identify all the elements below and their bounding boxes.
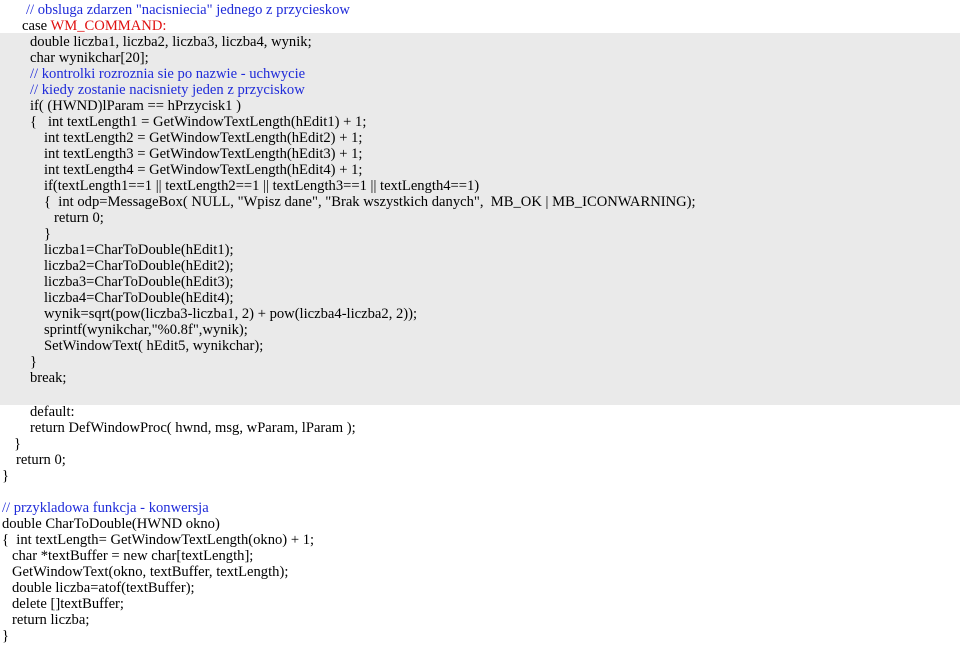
code-line: int textLength3 = GetWindowTextLength(hEdit3) + 1; <box>44 146 363 162</box>
code-line: wynik=sqrt(pow(liczba3-liczba1, 2) + pow(liczba4-liczba2, 2)); <box>44 306 418 322</box>
code-line: { int textLength= GetWindowTextLength(okno) + 1; <box>2 532 315 548</box>
code-line: } <box>2 468 10 484</box>
code-line: if(textLength1==1 || textLength2==1 || textLength3==1 || textLength4==1) <box>44 178 480 194</box>
code-comment-line: // obsluga zdarzen "nacisniecia" jednego z przycieskow <box>26 2 350 18</box>
case-label: WM_COMMAND <box>50 18 163 34</box>
code-line: double liczba=atof(textBuffer); <box>12 580 195 596</box>
code-line: liczba2=CharToDouble(hEdit2); <box>44 258 234 274</box>
code-line: return 0; <box>54 210 104 226</box>
code-line: liczba3=CharToDouble(hEdit3); <box>44 274 234 290</box>
code-line: int textLength4 = GetWindowTextLength(hEdit4) + 1; <box>44 162 363 178</box>
code-line: double CharToDouble(HWND okno) <box>2 516 220 532</box>
code-comment-line: // kontrolki rozroznia sie po nazwie - uchwycie <box>30 66 306 82</box>
code-line: int textLength2 = GetWindowTextLength(hEdit2) + 1; <box>44 130 363 146</box>
code-line: liczba1=CharToDouble(hEdit1); <box>44 242 234 258</box>
code-line: sprintf(wynikchar,"%0.8f",wynik); <box>44 322 248 338</box>
code-line: } <box>14 436 22 452</box>
code-line <box>22 18 166 34</box>
code-line: double liczba1, liczba2, liczba3, liczba4, wynik; <box>30 34 312 50</box>
code-line: if( (HWND)lParam == hPrzycisk1 ) <box>30 98 241 114</box>
code-line: return 0; <box>16 452 66 468</box>
code-line: break; <box>30 370 67 386</box>
code-line: char *textBuffer = new char[textLength]; <box>12 548 254 564</box>
code-line: char wynikchar[20]; <box>30 50 149 66</box>
code-line: } <box>2 628 10 644</box>
code-line: { int odp=MessageBox( NULL, "Wpisz dane", "Brak wszystkich danych", MB_OK | MB_ICONWARNING); <box>44 194 696 210</box>
code-comment-line: // kiedy zostanie nacisniety jeden z przyciskow <box>30 82 305 98</box>
code-line: return liczba; <box>12 612 90 628</box>
code-line: } <box>44 226 52 242</box>
code-line: delete []textBuffer; <box>12 596 124 612</box>
code-comment-line: // przykladowa funkcja - konwersja <box>2 500 209 516</box>
code-line: GetWindowText(okno, textBuffer, textLength); <box>12 564 289 580</box>
code-line: { int textLength1 = GetWindowTextLength(hEdit1) + 1; <box>30 114 367 130</box>
code-line: default: <box>30 404 75 420</box>
code-line: liczba4=CharToDouble(hEdit4); <box>44 290 234 306</box>
code-line: return DefWindowProc( hwnd, msg, wParam, lParam ); <box>30 420 356 436</box>
code-line: } <box>30 354 38 370</box>
case-colon: : <box>162 18 167 34</box>
code-line: SetWindowText( hEdit5, wynikchar); <box>44 338 264 354</box>
case-keyword: case <box>22 18 51 34</box>
